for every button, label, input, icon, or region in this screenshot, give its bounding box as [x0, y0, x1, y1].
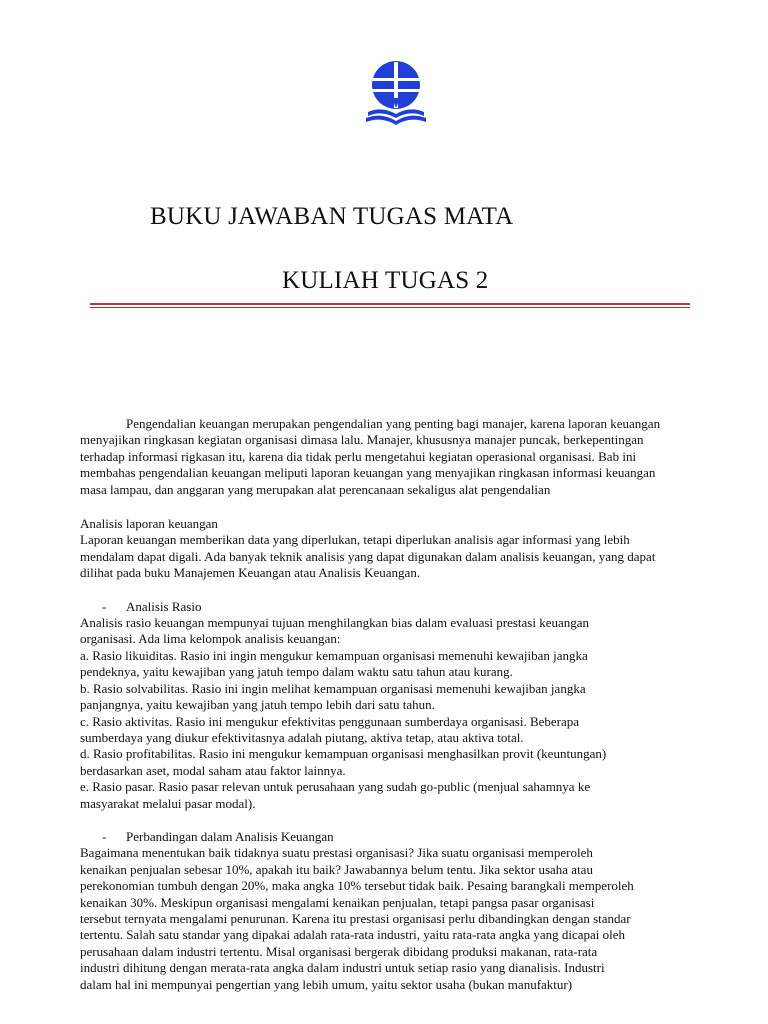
bullet-line: tersebut ternyata mengalami penurunan. Karena itu prestasi organisasi perlu dibandingkan dengan standar — [80, 910, 631, 926]
bullet-line: kenaikan 30%. Meskipun organisasi mengalami kenaikan penjualan, tetapi pangsa pasar organisasi — [80, 894, 595, 910]
bullet-line: b. Rasio solvabilitas. Rasio ini ingin melihat kemampuan organisasi memenuhi kewajiban jangka — [80, 680, 586, 696]
bullet-line: sumberdaya yang diukur efektivitasnya adalah piutang, aktiva tetap, atau aktiva total. — [80, 729, 524, 745]
bullet-line: perusahaan dalam industri tertentu. Misal organisasi bergerak dibidang produksi makanan, rata-rata — [80, 943, 598, 959]
bullet-line: industri dihitung dengan merata-rata angka dalam industri untuk setiap rasio yang dianalisis. Industri — [80, 960, 605, 976]
bullet-line: perekonomian tumbuh dengan 20%, maka angka 10% tersebut tidak baik. Pesaing barangkali memperoleh — [80, 878, 634, 894]
bullet-body — [80, 615, 700, 812]
bullet-perbandingan — [80, 829, 700, 993]
title-line-1: BUKU JAWABAN TUGAS MATA — [150, 203, 514, 230]
university-logo — [362, 58, 430, 130]
intro-line: menyajikan ringkasan kegiatan organisasi dimasa lalu. Manajer, khususnya manajer puncak, berkepentingan — [80, 432, 644, 448]
intro-line: Pengendalian keuangan merupakan pengendalian yang penting bagi manajer, karena laporan keuangan — [126, 416, 661, 431]
bullet-line: d. Rasio profitabilitas. Rasio ini mengukur kemampuan organisasi menghasilkan provit (keuntungan) — [80, 746, 607, 762]
bullet-heading-text: Analisis Rasio — [126, 598, 202, 614]
title-rule-bottom — [90, 307, 690, 308]
bullet-line: e. Rasio pasar. Rasio pasar relevan untuk perusahaan yang sudah go-public (menjual sahamnya ke — [80, 779, 591, 795]
title-rule-top — [90, 303, 690, 305]
section-analisis-laporan — [80, 516, 700, 582]
bullet-line: pendeknya, yaitu kewajiban yang jatuh tempo dalam waktu satu tahun atau kurang. — [80, 664, 513, 680]
bullet-heading — [102, 829, 700, 845]
intro-line: terhadap informasi rigkasan itu, karena dia tidak perlu mengetahui kegiatan operasional organisasi. Bab ini — [80, 448, 637, 464]
intro-line: masa lampau, dan anggaran yang merupakan alat perencanaan sekaligus alat pengendalian — [80, 481, 551, 497]
bullet-line: Bagaimana menentukan baik tidaknya suatu prestasi organisasi? Jika suatu organisasi memperoleh — [80, 845, 593, 861]
intro-paragraph-cont — [80, 432, 700, 498]
bullet-dash: - — [102, 598, 107, 614]
bullet-line: masyarakat melalui pasar modal). — [80, 795, 256, 811]
bullet-line: kenaikan penjualan sebesar 10%, apakah itu baik? Jawabannya belum tentu. Jika sektor usaha atau — [80, 861, 593, 877]
bullet-line: c. Rasio aktivitas. Rasio ini mengukur efektivitas penggunaan sumberdaya organisasi. Beberapa — [80, 713, 580, 729]
bullet-analisis-rasio — [80, 599, 700, 812]
bullet-line: panjangnya, yaitu kewajiban yang jatuh tempo lebih dari satu tahun. — [80, 697, 435, 713]
section-line: dilihat pada buku Manajemen Keuangan atau Analisis Keuangan. — [80, 565, 421, 581]
section-heading: Analisis laporan keuangan — [80, 516, 218, 532]
intro-line: membahas pengendalian keuangan meliputi laporan keuangan yang menyajikan ringkasan informasi keuangan — [80, 465, 656, 481]
bullet-line: tertentu. Salah satu standar yang dipakai adalah rata-rata industri, yaitu rata-rata angka yang dicapai oleh — [80, 927, 626, 943]
section-line: Laporan keuangan memberikan data yang diperlukan, tetapi diperlukan analisis agar informasi yang lebih — [80, 532, 630, 548]
bullet-line: a. Rasio likuiditas. Rasio ini ingin mengukur kemampuan organisasi memenuhi kewajiban jangka — [80, 647, 588, 663]
bullet-line: Analisis rasio keuangan mempunyai tujuan menghilangkan bias dalam evaluasi prestasi keuangan — [80, 615, 590, 631]
title-line-2: KULIAH TUGAS 2 — [282, 267, 489, 294]
bullet-heading — [102, 599, 700, 615]
bullet-heading-text: Perbandingan dalam Analisis Keuangan — [126, 828, 334, 844]
bullet-dash: - — [102, 828, 107, 844]
document-body — [80, 416, 700, 993]
bullet-line: dalam hal ini mempunyai pengertian yang lebih umum, yaitu sektor usaha (bukan manufaktur) — [80, 976, 573, 992]
intro-paragraph — [80, 416, 700, 432]
bullet-body — [80, 845, 700, 993]
bullet-line: berdasarkan aset, modal saham atau faktor lainnya. — [80, 762, 346, 778]
section-line: mendalam dapat digali. Ada banyak teknik analisis yang dapat digunakan dalam analisis keuangan, yang dapat — [80, 548, 656, 564]
bullet-line: organisasi. Ada lima kelompok analisis keuangan: — [80, 631, 341, 647]
